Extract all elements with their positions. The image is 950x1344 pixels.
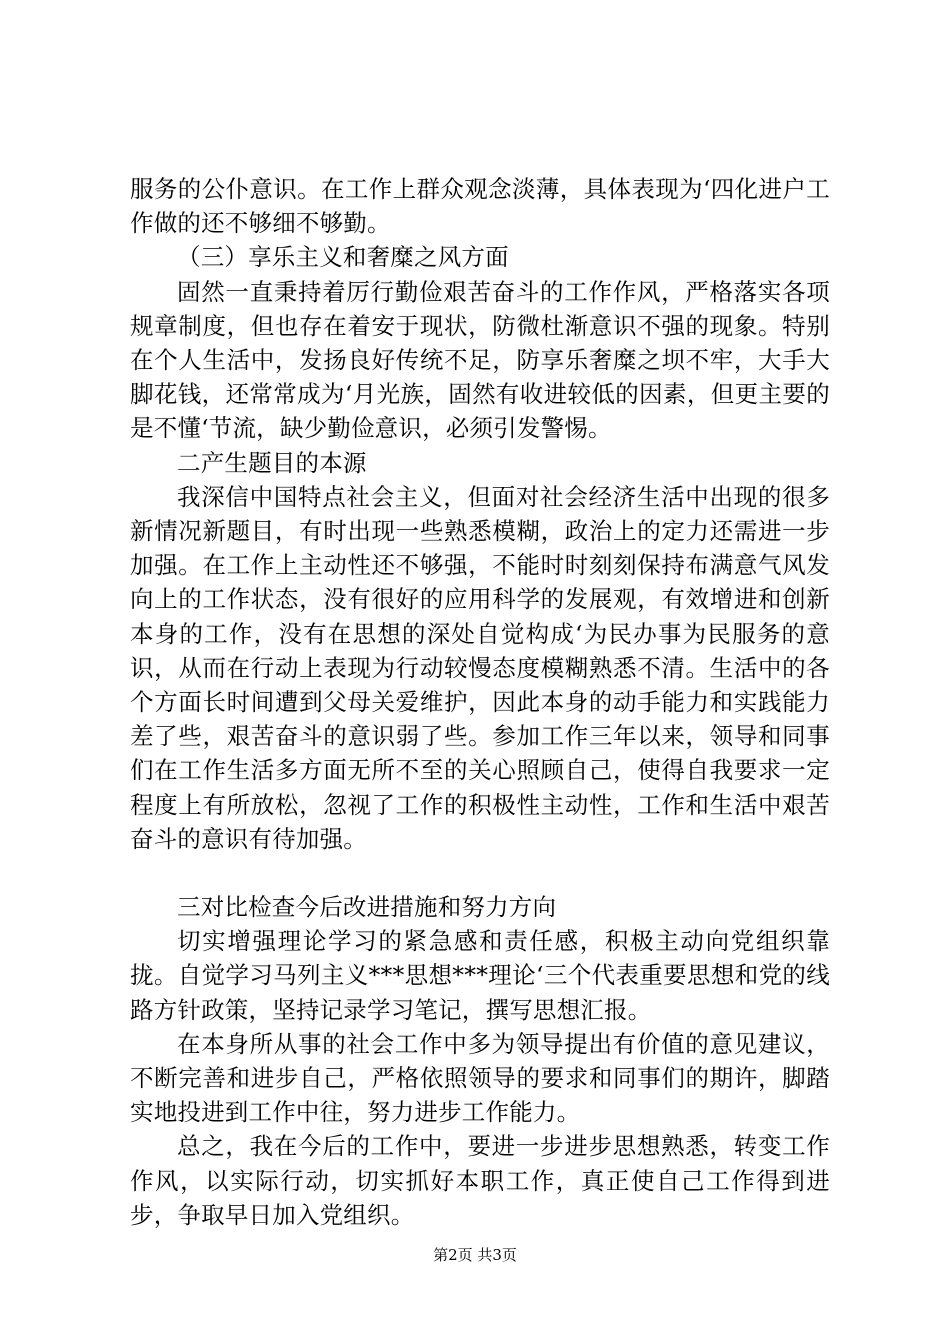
section-heading-improvement: 三对比检查今后改进措施和努力方向 (177, 893, 557, 922)
paragraph-conclusion: 总之，我在今后的工作中，要进一步进步思想熟悉，转变工作作风，以实际行动，切实抓好本职工作，真正使自己工作得到进步，争取早日加入党组织。 (130, 1132, 830, 1229)
section-heading-root-causes: 二产生题目的本源 (177, 448, 367, 477)
paragraph-continuation: 服务的公仆意识。在工作上群众观念淡薄，具体表现为‘四化进户工作做的还不够细不够勤。 (130, 175, 830, 238)
page-footer: 第2页 共3页 (433, 1246, 517, 1264)
paragraph-spacer (130, 856, 830, 890)
paragraph-hedonism: 固然一直秉持着厉行勤俭艰苦奋斗的工作作风，严格落实各项规章制度，但也存在着安于现状，防微杜渐意识不强的现象。特别在个人生活中，发扬良好传统不足，防享乐奢糜之坝不牢，大手大脚花钱，还常常成为‘月光族，固然有收进较低的因素，但更主要的是不懂‘节流，缺少勤俭意识，必须引发警惕。 (130, 277, 830, 443)
section-heading-hedonism: （三）享乐主义和奢糜之风方面 (177, 243, 509, 272)
paragraph-work-improvement: 在本身所从事的社会工作中多为领导提出有价值的意见建议，不断完善和进步自己，严格依照领导的要求和同事们的期许，脚踏实地投进到工作中往，努力进步工作能力。 (130, 1029, 830, 1127)
paragraph-root-causes: 我深信中国特点社会主义，但面对社会经济生活中出现的很多新情况新题目，有时出现一些熟悉模糊，政治上的定力还需进一步加强。在工作上主动性还不够强，不能时时刻刻保持布满意气风发向上的工作状态，没有很好的应用科学的发展观，有效增进和创新本身的工作，没有在思想的深处自觉构成‘为民办事为民服务的意识，从而在行动上表现为行动较慢态度模糊熟悉不清。生活中的各个方面长时间遭到父母关爱维护，因此本身的动手能力和实践能力差了些，艰苦奋斗的意识弱了些。参加工作三年以来，领导和同事们在工作生活多方面无所不至的关心照顾自己，使得自我要求一定程度上有所放松，忽视了工作的积极性主动性，工作和生活中艰苦奋斗的意识有待加强。 (130, 482, 830, 853)
paragraph-theory-study: 切实增强理论学习的紧急感和责任感，积极主动向党组织靠拢。自觉学习马列主义***思想***理论‘三个代表重要思想和党的线路方针政策，坚持记录学习笔记，撰写思想汇报。 (130, 927, 830, 1024)
document-body (130, 172, 830, 1232)
